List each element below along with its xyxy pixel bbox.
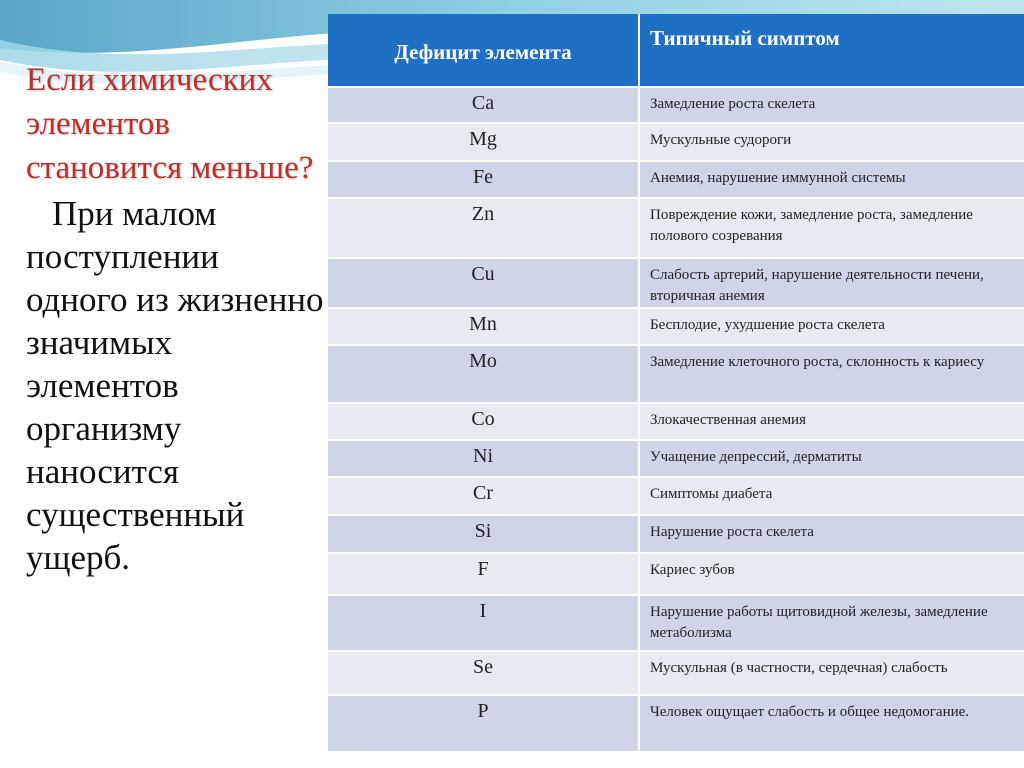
table-row [328, 440, 1024, 477]
element-symptom: Мускульная (в частности, сердечная) слабость [639, 651, 1024, 695]
table-row [328, 515, 1024, 553]
table-row [328, 123, 1024, 161]
element-symbol: Si [328, 515, 639, 553]
slide-title: Если химических элементов становится меньше? [26, 62, 314, 186]
element-symbol: F [328, 553, 639, 595]
element-deficiency-table [328, 14, 1024, 756]
table-row [328, 595, 1024, 651]
element-symbol: Co [328, 403, 639, 440]
table-row [328, 695, 1024, 751]
element-symptom: Замедление роста скелета [639, 87, 1024, 123]
element-symptom: Бесплодие, ухудшение роста скелета [639, 308, 1024, 345]
element-symbol: Ca [328, 87, 639, 123]
table-row [328, 477, 1024, 515]
element-symptom: Учащение депрессий, дерматиты [639, 440, 1024, 477]
element-symptom: Замедление клеточного роста, склонность к кариесу [639, 345, 1024, 403]
table-row [328, 403, 1024, 440]
element-symbol: Mn [328, 308, 639, 345]
element-symbol: Cr [328, 477, 639, 515]
element-symbol: Mg [328, 123, 639, 161]
element-symbol: Ni [328, 440, 639, 477]
element-symbol: Fe [328, 161, 639, 198]
element-symbol: Zn [328, 198, 639, 258]
element-symbol: P [328, 695, 639, 751]
table-row [328, 161, 1024, 198]
deficiency-table [328, 14, 1024, 751]
element-symptom: Повреждение кожи, замедление роста, замедление полового созревания [639, 198, 1024, 258]
header-symptom: Типичный симптом [639, 14, 1024, 87]
element-symptom: Симптомы диабета [639, 477, 1024, 515]
element-symptom: Нарушение роста скелета [639, 515, 1024, 553]
element-symptom: Слабость артерий, нарушение деятельности печени, вторичная анемия [639, 258, 1024, 308]
slide-body-text: При малом поступлении одного из жизненно значимых элементов организму наносится существенный ущерб. [26, 194, 324, 577]
table-row [328, 345, 1024, 403]
element-symptom: Кариес зубов [639, 553, 1024, 595]
table-row [328, 258, 1024, 308]
table-row [328, 308, 1024, 345]
table-row [328, 651, 1024, 695]
element-symbol: Se [328, 651, 639, 695]
element-symptom: Анемия, нарушение иммунной системы [639, 161, 1024, 198]
table-row [328, 553, 1024, 595]
element-symbol: Cu [328, 258, 639, 308]
element-symptom: Мускульные судороги [639, 123, 1024, 161]
element-symbol: Mo [328, 345, 639, 403]
header-element: Дефицит элемента [328, 14, 639, 87]
table-row [328, 87, 1024, 123]
element-symptom: Нарушение работы щитовидной железы, замедление метаболизма [639, 595, 1024, 651]
table-row [328, 198, 1024, 258]
element-symbol: I [328, 595, 639, 651]
element-symptom: Человек ощущает слабость и общее недомогание. [639, 695, 1024, 751]
table-header-row [328, 14, 1024, 87]
element-symptom: Злокачественная анемия [639, 403, 1024, 440]
